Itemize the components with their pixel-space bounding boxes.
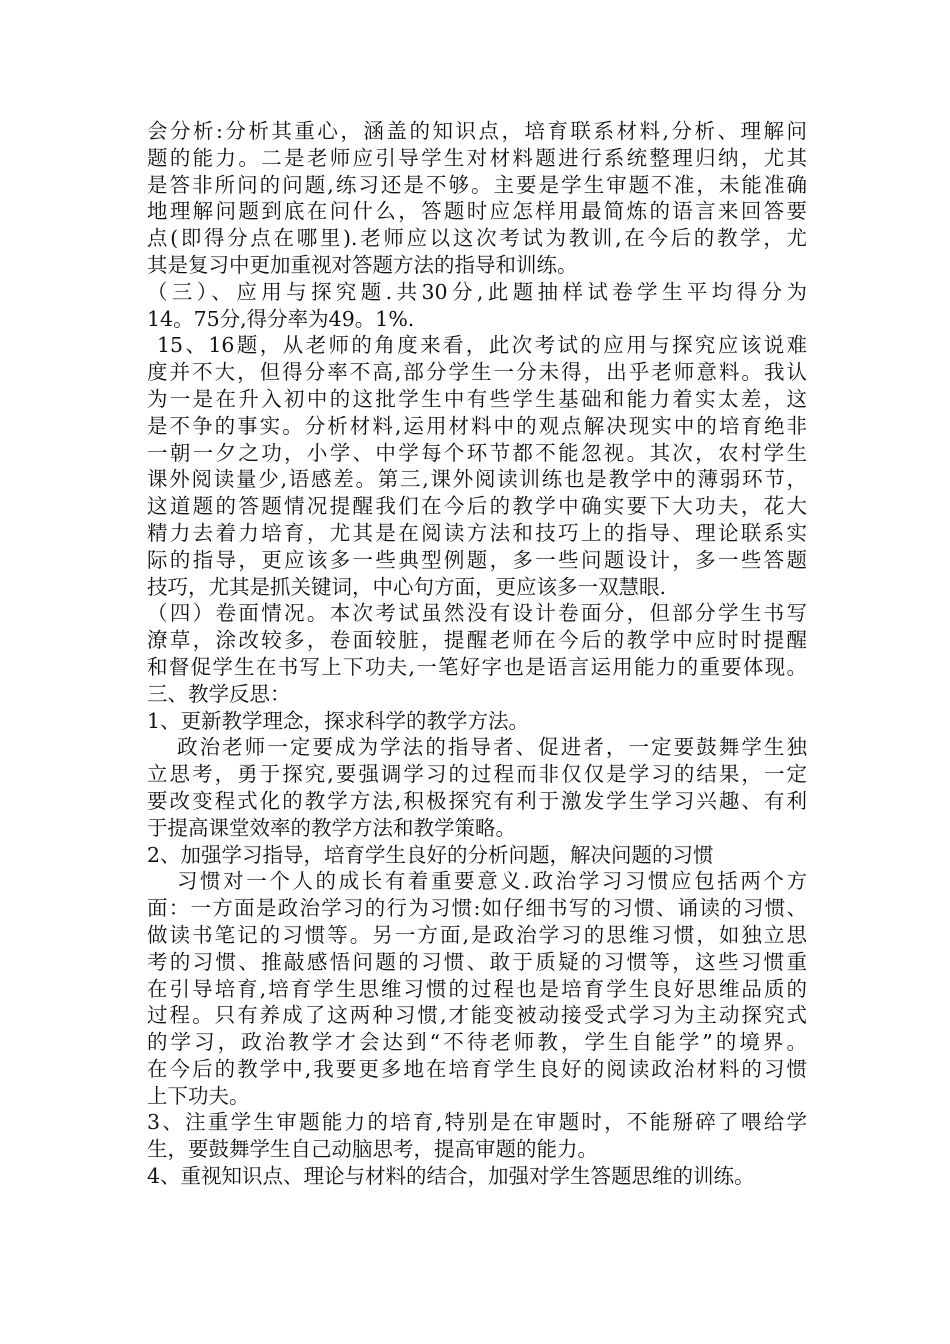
text-line: 为一是在升入初中的这批学生中有些学生基础和能力着实太差，这 bbox=[147, 386, 807, 411]
text-line: 题的能力。二是老师应引导学生对材料题进行系统整理归纳，尤其 bbox=[147, 145, 807, 170]
text-line: 课外阅读量少,语感差。第三,课外阅读训练也是教学中的薄弱环节， bbox=[147, 467, 807, 492]
text-line: 习惯对一个人的成长有着重要意义.政治学习习惯应包括两个方 bbox=[177, 869, 807, 894]
text-line: 于提高课堂效率的教学方法和教学策略。 bbox=[147, 815, 516, 840]
text-line: 在今后的教学中,我要更多地在培育学生良好的阅读政治材料的习惯 bbox=[147, 1056, 807, 1081]
text-line: 上下功夫。 bbox=[147, 1083, 250, 1108]
text-line: 其是复习中更加重视对答题方法的指导和训练。 bbox=[147, 252, 578, 277]
text-line: 的学习，政治教学才会达到“不待老师教，学生自能学”的境界。 bbox=[147, 1030, 807, 1055]
text-line: 是答非所问的问题,练习还是不够。主要是学生审题不准，未能准确 bbox=[147, 172, 807, 197]
text-line: 做读书笔记的习惯等。另一方面,是政治学习的思维习惯，如独立思 bbox=[147, 922, 807, 947]
text-line: 过程。只有养成了这两种习惯,才能变被动接受式学习为主动探究式 bbox=[147, 1003, 807, 1028]
list-item-3: 3、注重学生审题能力的培育,特别是在审题时，不能掰碎了喂给学 bbox=[147, 1110, 807, 1135]
section-heading-3: （三）、应用与探究题.共30分,此题抽样试卷学生平均得分为 bbox=[147, 279, 807, 304]
text-line: 技巧，尤其是抓关键词，中心句方面，更应该多一双慧眼. bbox=[147, 574, 667, 599]
text-line: 14。75分,得分率为49。1%. bbox=[147, 306, 415, 331]
section-heading-4: （四）卷面情况。本次考试虽然没有设计卷面分，但部分学生书写 bbox=[147, 601, 807, 626]
text-line: 和督促学生在书写上下功夫,一笔好字也是语言运用能力的重要体现。 bbox=[147, 654, 807, 679]
text-line: 点(即得分点在哪里).老师应以这次考试为教训,在今后的教学，尤 bbox=[147, 226, 807, 251]
text-line: 政治老师一定要成为学法的指导者、促进者，一定要鼓舞学生独 bbox=[177, 735, 807, 760]
text-line: 一朝一夕之功，小学、中学每个环节都不能忽视。其次，农村学生 bbox=[147, 440, 807, 465]
list-item-4: 4、重视知识点、理论与材料的结合，加强对学生答题思维的训练。 bbox=[147, 1164, 755, 1189]
text-line: 这道题的答题情况提醒我们在今后的教学中确实要下大功夫，花大 bbox=[147, 494, 807, 519]
text-line: 精力去着力培育，尤其是在阅读方法和技巧上的指导、理论联系实 bbox=[147, 520, 807, 545]
text-line: 要改变程式化的教学方法,积极探究有利于激发学生学习兴趣、有利 bbox=[147, 788, 807, 813]
text-line: 是不争的事实。分析材料,运用材料中的观点解决现实中的培育绝非 bbox=[147, 413, 807, 438]
text-line: 潦草，涂改较多，卷面较脏，提醒老师在今后的教学中应时时提醒 bbox=[147, 628, 807, 653]
text-line: 15、16题，从老师的角度来看，此次考试的应用与探究应该说难 bbox=[157, 333, 807, 358]
text-line: 面：一方面是政治学习的行为习惯:如仔细书写的习惯、诵读的习惯、 bbox=[147, 896, 807, 921]
list-item-2: 2、加强学习指导，培育学生良好的分析问题，解决问题的习惯 bbox=[147, 842, 714, 867]
text-line: 考的习惯、推敲感悟问题的习惯、敢于质疑的习惯等，这些习惯重 bbox=[147, 949, 807, 974]
text-line: 地理解问题到底在问什么，答题时应怎样用最简炼的语言来回答要 bbox=[147, 199, 807, 224]
list-item-1: 1、更新教学理念，探求科学的教学方法。 bbox=[147, 708, 530, 733]
text-line: 立思考，勇于探究,要强调学习的过程而非仅仅是学习的结果，一定 bbox=[147, 762, 807, 787]
text-line: 会分析:分析其重心，涵盖的知识点，培育联系材料,分析、理解问 bbox=[147, 119, 807, 143]
document-page bbox=[147, 118, 807, 1190]
text-line: 度并不大，但得分率不高,部分学生一分未得，出乎老师意料。我认 bbox=[147, 360, 807, 385]
text-line: 在引导培育,培育学生思维习惯的过程也是培育学生良好思维品质的 bbox=[147, 976, 807, 1001]
text-line: 际的指导，更应该多一些典型例题，多一些问题设计，多一些答题 bbox=[147, 547, 807, 572]
section-heading-reflection: 三、教学反思： bbox=[147, 681, 291, 706]
text-line: 生，要鼓舞学生自己动脑思考，提高审题的能力。 bbox=[147, 1137, 598, 1162]
